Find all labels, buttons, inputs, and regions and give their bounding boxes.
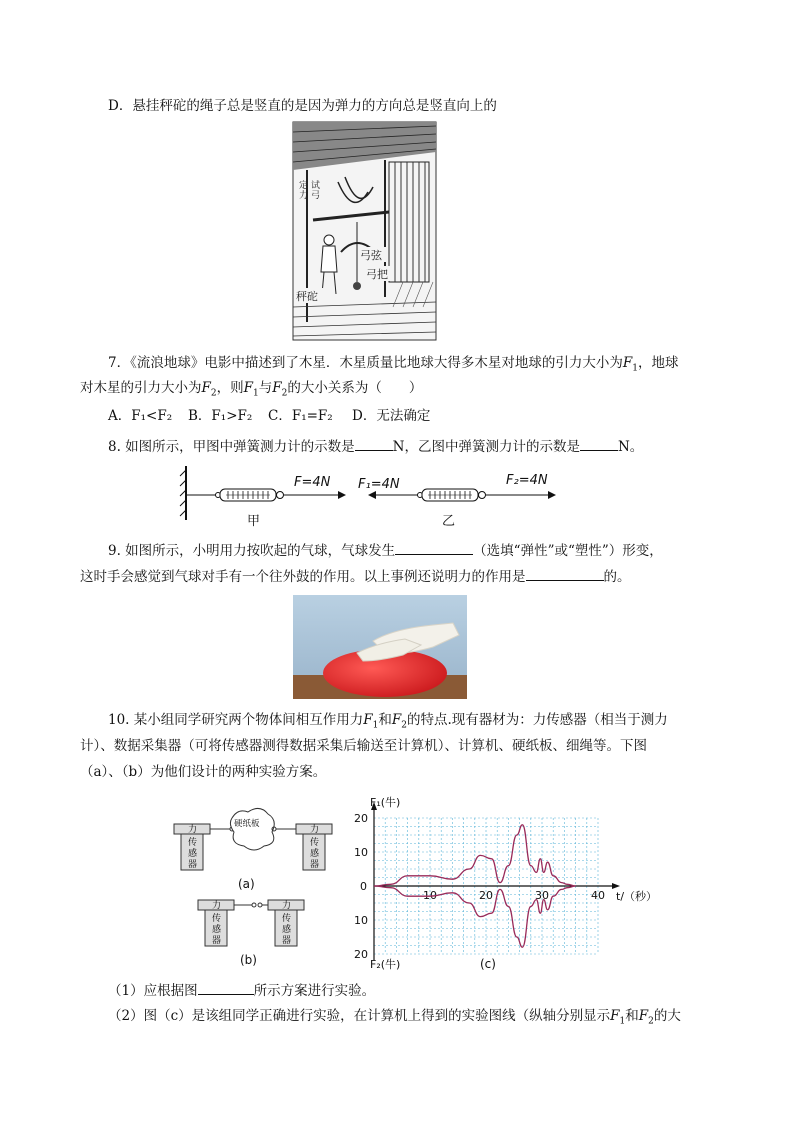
q10-sub1: （1）应根据图 所示方案进行实验。 <box>108 980 375 1001</box>
spring-scale-figure <box>178 462 578 532</box>
svg-text:器: 器 <box>188 860 198 870</box>
y-tick-label-bottom: 20 <box>354 948 368 961</box>
weight-label: 秤砣 <box>296 290 318 303</box>
x-tick-label: 10 <box>423 889 437 902</box>
svg-text:力: 力 <box>310 825 320 835</box>
y-tick-label-top: 20 <box>354 812 368 825</box>
x-tick-label: 30 <box>535 889 549 902</box>
cardboard-label: 硬纸板 <box>234 819 260 829</box>
q7-option-a: A．F₁<F₂ <box>108 408 173 424</box>
q9-blank-1[interactable] <box>395 540 473 555</box>
q10-line3: （a）、（b）为他们设计的两种实验方案。 <box>80 764 327 780</box>
q9-blank-2[interactable] <box>526 566 604 581</box>
fig-a-label: 甲 <box>247 514 261 529</box>
q9-line1: 9. 如图所示，小明用力按吹起的气球，气球发生 （选填“弹性”或“塑性”）形变， <box>108 540 663 561</box>
chart-axes <box>371 802 620 960</box>
balloon-photo <box>293 595 467 699</box>
q7-option-c: C．F₁=F₂ <box>268 408 333 424</box>
svg-text:传: 传 <box>282 914 292 924</box>
x-axis-arrow <box>612 883 620 889</box>
chart-svg <box>340 790 658 971</box>
force-time-chart <box>340 790 658 971</box>
q8-blank-1[interactable] <box>355 436 393 451</box>
q7-line2: 对木星的引力大小为$F_2$，则$F_1$与$F_2$的大小关系为（ ） <box>80 380 423 399</box>
svg-text:器: 器 <box>212 936 222 946</box>
q10-blank-1[interactable] <box>198 980 254 995</box>
fig-a-caption: (a) <box>238 877 255 891</box>
bow-test-illustration <box>293 122 436 340</box>
svg-text:试: 试 <box>311 181 321 191</box>
x-tick-label: 40 <box>591 889 605 902</box>
fig-a-force-label: F=4N <box>294 475 331 490</box>
fig-b-caption: (b) <box>240 953 257 967</box>
vertical-text-label: 定 <box>299 181 309 191</box>
y-tick-label-bottom: 10 <box>354 914 368 927</box>
svg-text:传: 传 <box>310 838 320 848</box>
q6-option-d: D．悬挂秤砣的绳子总是竖直的是因为弹力的方向总是竖直向上的 <box>108 98 497 114</box>
y-label-top: F₁(牛) <box>370 796 401 809</box>
fig-b-f1-label: F₁=4N <box>358 477 400 492</box>
bow-grip-label: 弓把 <box>366 268 388 281</box>
q8-blank-2[interactable] <box>580 436 618 451</box>
svg-text:力: 力 <box>212 901 222 911</box>
q7-option-b: B．F₁>F₂ <box>188 408 253 424</box>
svg-text:力: 力 <box>282 901 292 911</box>
x-tick-label: 20 <box>479 889 493 902</box>
q9-line2: 这时手会感觉到气球对手有一个往外鼓的作用。以上事例还说明力的作用是 的。 <box>80 566 631 587</box>
q8-text: 8. 如图所示，甲图中弹簧测力计的示数是 N，乙图中弹簧测力计的示数是 N。 <box>108 436 643 457</box>
svg-text:感: 感 <box>212 925 222 935</box>
bow-string-label: 弓弦 <box>360 249 382 262</box>
y-label-bottom: F₂(牛) <box>370 958 401 971</box>
y-tick-label-top: 10 <box>354 846 368 859</box>
svg-text:力: 力 <box>188 825 198 835</box>
fig-b-label: 乙 <box>442 514 456 529</box>
svg-text:传: 传 <box>188 838 198 848</box>
q10-sub2: （2）图（c）是该组同学正确进行实验，在计算机上得到的实验图线（纵轴分别显示$F_1$和$F_2$的大 <box>108 1008 681 1027</box>
svg-text:器: 器 <box>282 936 292 946</box>
q7-option-d: D．无法确定 <box>352 408 431 424</box>
zero-label: 0 <box>360 880 367 893</box>
q10-line1: 10. 某小组同学研究两个物体间相互作用力$F_1$和$F_2$的特点.现有器材为：力传感器（相当于测力 <box>108 712 668 731</box>
svg-text:感: 感 <box>282 925 292 935</box>
svg-text:感: 感 <box>188 849 198 859</box>
svg-text:传: 传 <box>212 914 222 924</box>
svg-text:力: 力 <box>299 191 309 201</box>
fig-c-caption: (c) <box>480 957 496 971</box>
apparatus-figure <box>168 800 348 970</box>
svg-text:器: 器 <box>310 860 320 870</box>
q7-line1: 7．《流浪地球》电影中描述到了木星．木星质量比地球大得多木星对地球的引力大小为$F_1$，地球 <box>108 355 679 374</box>
svg-text:感: 感 <box>310 849 320 859</box>
x-label: t/（秒） <box>616 890 658 903</box>
fig-b-f2-label: F₂=4N <box>506 473 548 488</box>
q10-line2: 计）、数据采集器（可将传感器测得数据采集后输送至计算机）、计算机、硬纸板、细绳等。下图 <box>80 738 647 754</box>
svg-text:弓: 弓 <box>311 191 321 201</box>
